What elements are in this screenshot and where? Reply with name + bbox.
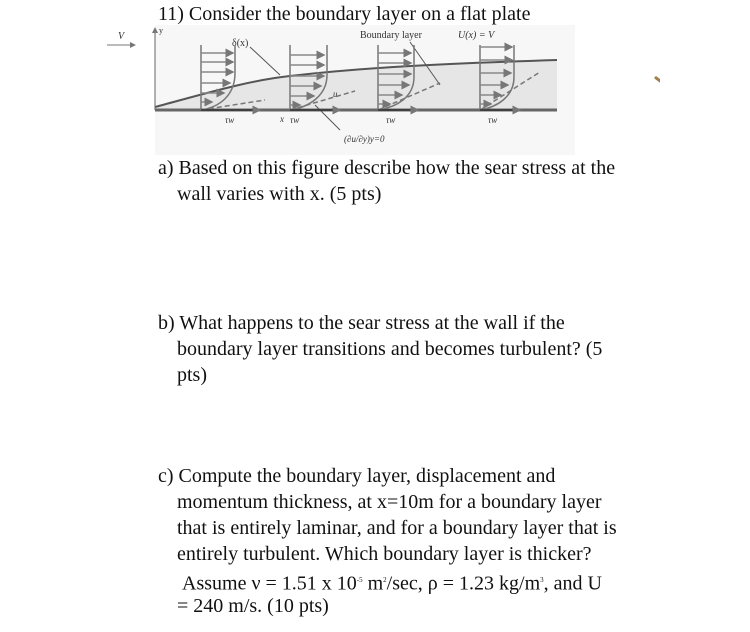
question-c-last-line: = 240 m/s. (10 pts) xyxy=(177,595,329,617)
freestream-label: V xyxy=(118,31,125,42)
delta-label: δ(x) xyxy=(232,38,249,49)
question-b-line-1: b) What happens to the sear stress at the wall if the xyxy=(158,312,565,334)
boundary-layer-figure xyxy=(100,25,660,160)
ux-label: U(x) = V xyxy=(458,30,495,41)
tau-label: τw xyxy=(386,115,396,125)
tau-label: τw xyxy=(225,115,235,125)
x-label: x xyxy=(280,114,284,124)
question-a-line-2: wall varies with x. (5 pts) xyxy=(177,183,382,205)
gradient-label: (∂u/∂y)y=0 xyxy=(344,134,385,144)
question-a-line-1: a) Based on this figure describe how the sear stress at the xyxy=(158,157,616,179)
question-c-line-2: momentum thickness, at x=10m for a boundary layer xyxy=(177,491,602,513)
question-b-line-2: boundary layer transitions and becomes turbulent? (5 xyxy=(177,338,603,360)
u-label: u xyxy=(333,89,338,99)
boundary-layer-label: Boundary layer xyxy=(360,30,422,41)
question-c-line-1: c) Compute the boundary layer, displacement and xyxy=(158,465,556,487)
question-b-line-3: pts) xyxy=(177,364,207,386)
tau-label: τw xyxy=(488,115,498,125)
problem-title: 11) Consider the boundary layer on a flat plate xyxy=(158,3,531,25)
question-c-line-3: that is entirely laminar, and for a boundary layer that is xyxy=(177,517,617,539)
question-c-assumptions: Assume ν = 1.51 x $10^{-5}$ $m^2/\sec$, ρ = 1.23 $kg/m^3$, and U xyxy=(182,572,602,595)
tau-label: τw xyxy=(290,115,300,125)
question-c-line-4: entirely turbulent. Which boundary layer is thicker? xyxy=(177,543,592,565)
y-axis-label: y xyxy=(159,26,163,35)
